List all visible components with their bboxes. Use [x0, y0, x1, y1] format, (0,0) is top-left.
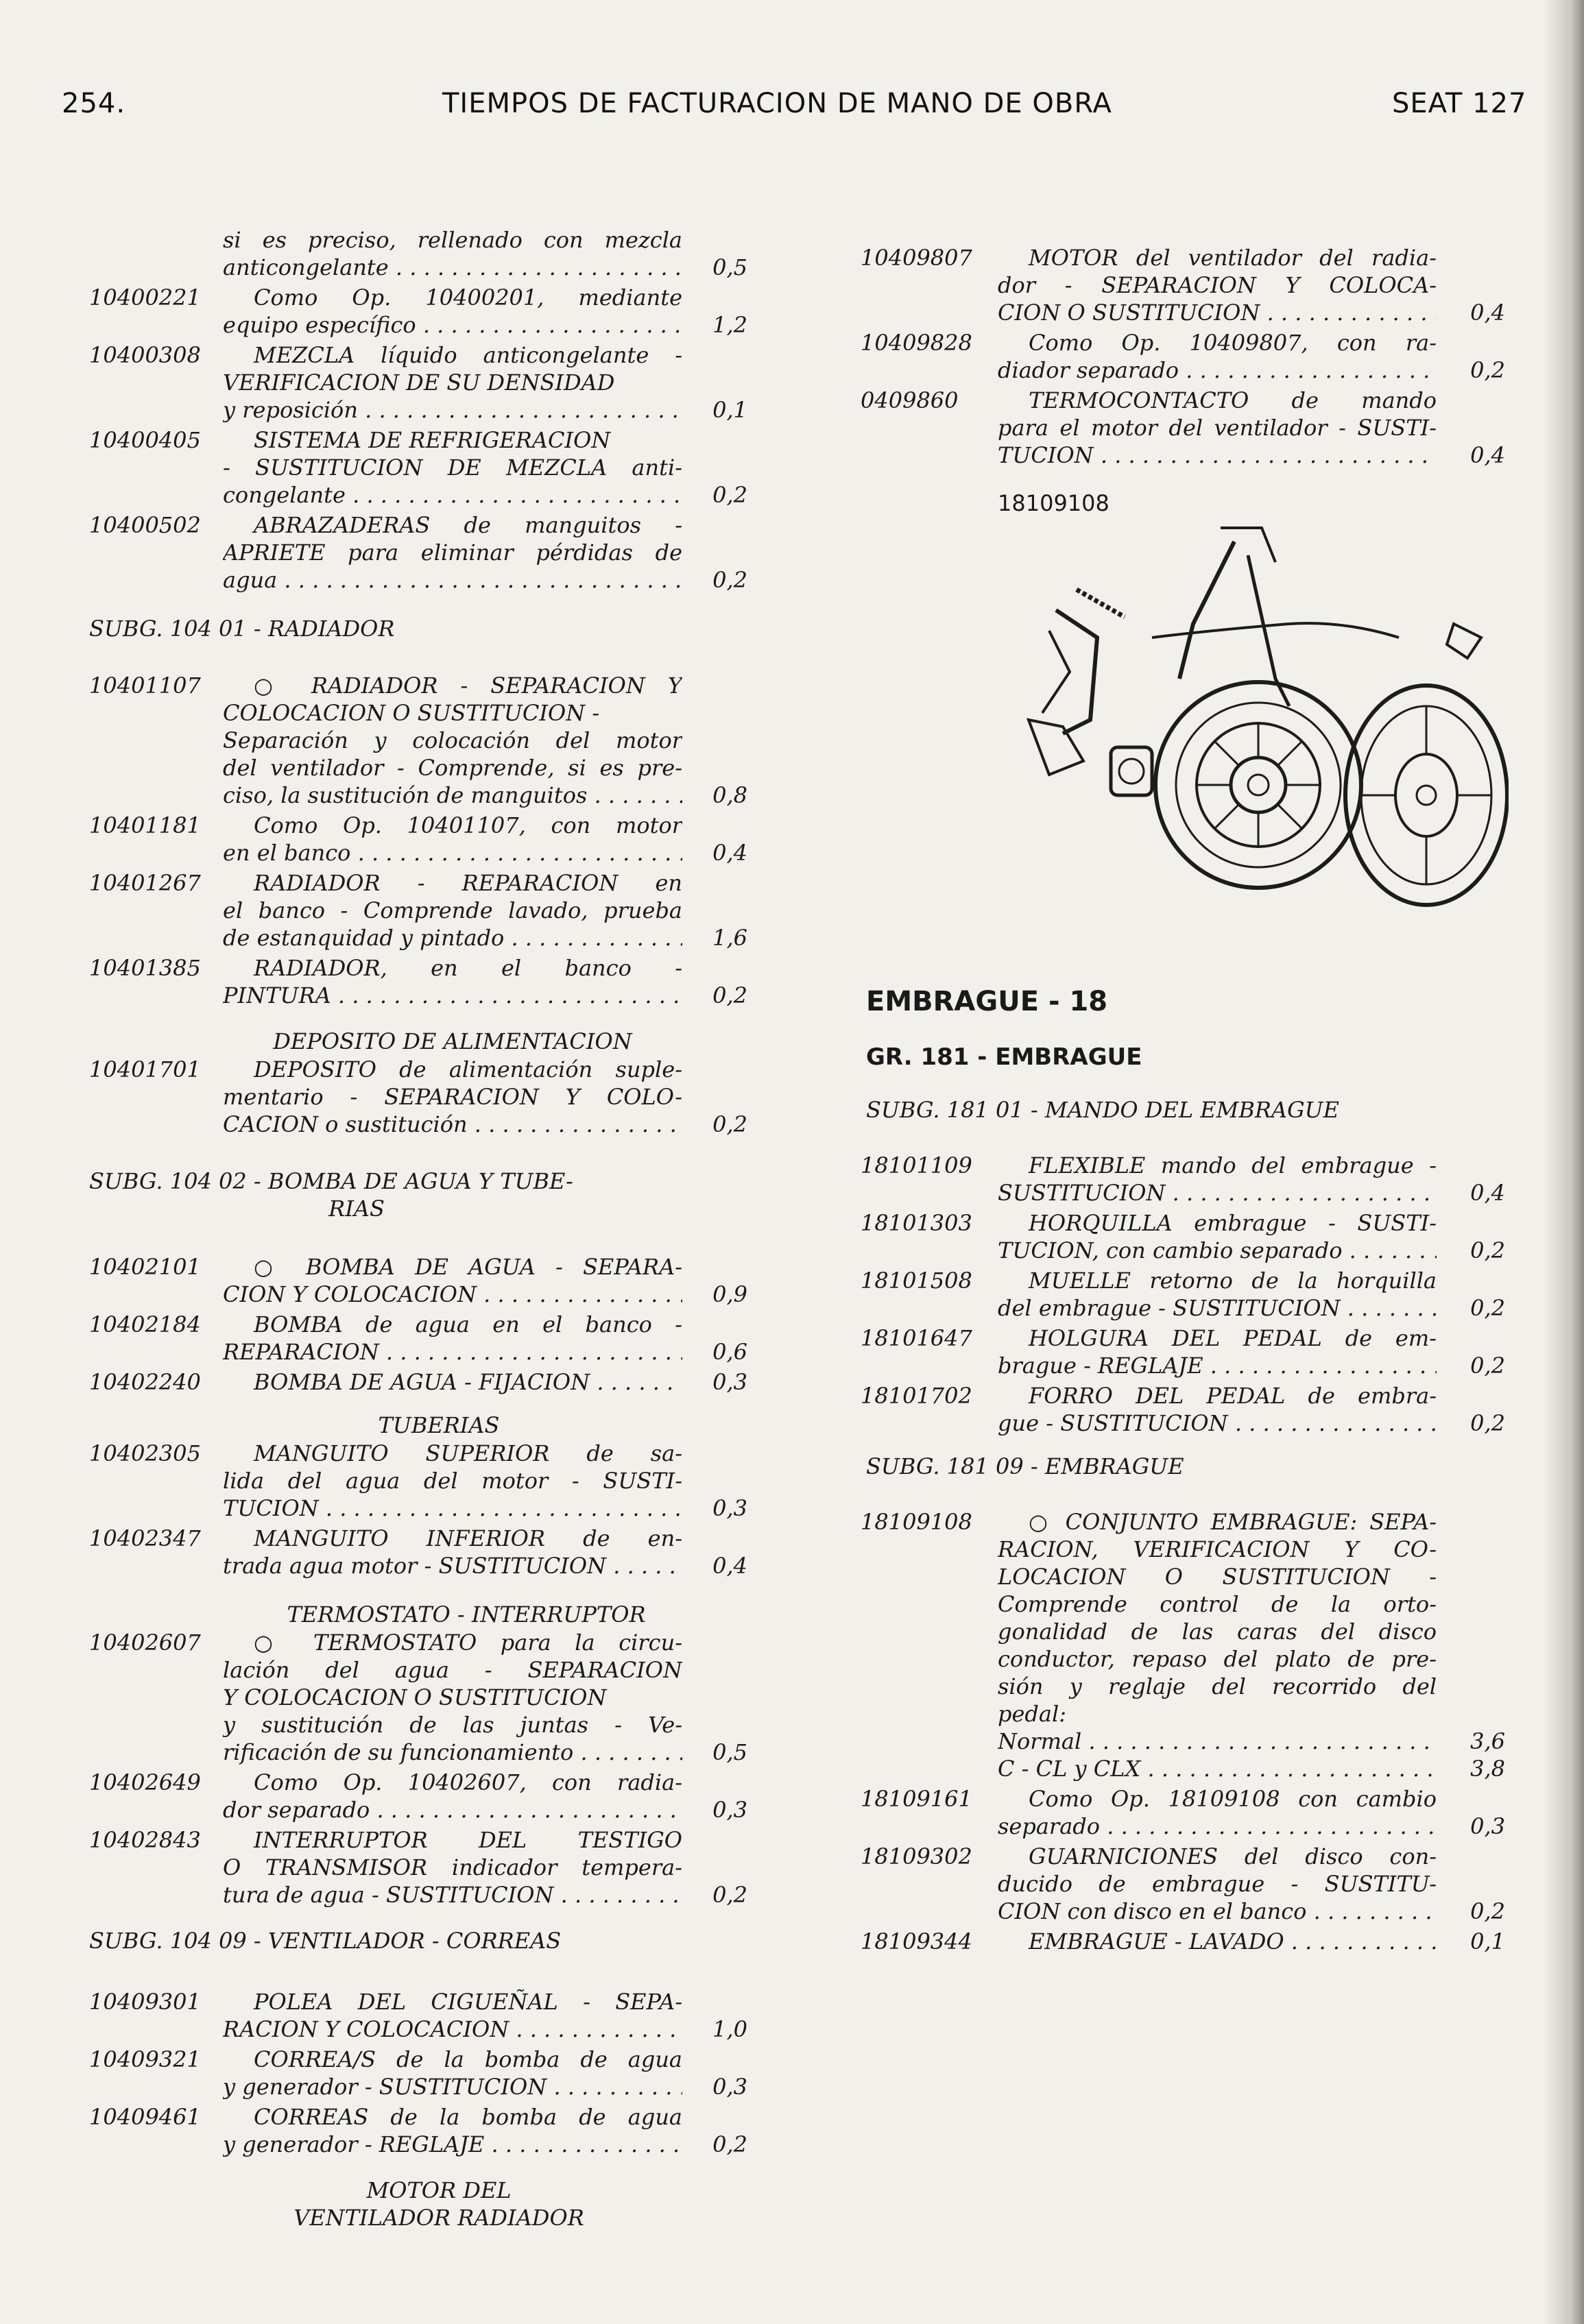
- operation-description: gue - SUSTITUCION . . .: [998, 1409, 1437, 1437]
- operation-description: dor - SEPARACION Y COLOCA-: [998, 272, 1437, 298]
- operation-description: gonalidad de las caras del disco: [998, 1619, 1437, 1645]
- page-edge-shadow: [1543, 0, 1584, 2324]
- entry-line: [89, 1525, 747, 1552]
- labor-time-value: 0,3: [712, 2074, 747, 2100]
- entry-line: [89, 1494, 747, 1522]
- entry-line: [89, 897, 747, 924]
- operation-description: RADIADOR, en el banco -: [254, 955, 682, 981]
- entry-line: [89, 369, 747, 396]
- operation-description: VERIFICACION DE SU DENSIDAD: [223, 370, 615, 396]
- entry-line: [861, 1179, 1505, 1207]
- labor-time-value: 0,3: [712, 1797, 747, 1823]
- labor-time-value: 0,2: [1470, 1295, 1505, 1321]
- labor-time-value: 0,1: [1470, 1928, 1505, 1954]
- operation-description: conductor, repaso del plato de pre-: [998, 1646, 1437, 1672]
- entry-line: [89, 2016, 747, 2043]
- entry-line: [861, 1813, 1505, 1840]
- entry-line: [861, 1267, 1505, 1294]
- labor-time-value: 0,1: [712, 397, 747, 423]
- operation-code: 18109302: [861, 1843, 972, 1869]
- labor-time-value: 1,0: [712, 2016, 747, 2042]
- operation-description: BOMBA de agua en el banco -: [254, 1311, 682, 1337]
- entry-line: [89, 311, 747, 339]
- section-heading: MOTOR DEL: [366, 2177, 512, 2203]
- operation-description: SUSTITUCION . . .: [998, 1179, 1437, 1207]
- operation-description: Como Op. 10409807, con ra-: [1029, 330, 1437, 356]
- operation-description: INTERRUPTOR DEL TESTIGO: [254, 1827, 682, 1853]
- entry-line: [861, 356, 1505, 384]
- operation-description: tura de agua - SUSTITUCION . . .: [223, 1881, 682, 1909]
- operation-description: - SUSTITUCION DE MEZCLA anti-: [223, 455, 682, 481]
- operation-description: HORQUILLA embrague - SUSTI-: [1029, 1210, 1437, 1236]
- section-heading: DEPOSITO DE ALIMENTACION: [273, 1028, 632, 1054]
- labor-time-value: 0,3: [712, 1495, 747, 1521]
- operation-description: y generador - SUSTITUCION . . .: [223, 2073, 682, 2101]
- operation-description: el banco - Comprende lavado, prueba: [223, 897, 682, 923]
- entry-line: [861, 441, 1505, 469]
- operation-description: separado . . .: [998, 1813, 1437, 1840]
- operation-description: mentario - SEPARACION Y COLO-: [223, 1084, 682, 1110]
- operation-description: y reposición . . .: [223, 396, 682, 424]
- labor-time-value: 0,5: [712, 254, 747, 280]
- entry-line: [89, 869, 747, 897]
- operation-code: 10401385: [89, 955, 201, 981]
- operation-code: 10400502: [89, 512, 201, 538]
- operation-description: ○ BOMBA DE AGUA - SEPARA-: [254, 1254, 682, 1280]
- entry-line: [861, 1352, 1505, 1379]
- entry-line: [861, 1645, 1505, 1673]
- labor-time-value: 0,2: [1470, 1410, 1505, 1436]
- operation-description: CION Y COLOCACION . . .: [223, 1281, 682, 1308]
- labor-time-value: 0,2: [712, 1111, 747, 1137]
- operation-code: 18101109: [861, 1152, 972, 1178]
- entry-line: [861, 1898, 1505, 1925]
- operation-code: 10402347: [89, 1525, 201, 1551]
- entry-line: [89, 396, 747, 424]
- operation-code: 10409461: [89, 2104, 201, 2130]
- entry-line: [861, 299, 1505, 326]
- labor-time-value: 1,2: [712, 312, 747, 338]
- operation-code: 10409807: [861, 245, 972, 271]
- entry-line: [861, 1152, 1505, 1179]
- operation-code: 10401107: [89, 673, 201, 699]
- labor-time-value: 0,4: [712, 840, 747, 866]
- entry-line: [89, 426, 747, 454]
- figure-label: 18109108: [998, 490, 1109, 516]
- entry-line: [89, 1368, 747, 1396]
- operation-description: TUCION, con cambio separado . . .: [998, 1237, 1437, 1264]
- section-title: EMBRAGUE - 18: [866, 986, 1108, 1017]
- operation-description: C - CL y CLX . . .: [998, 1755, 1437, 1782]
- labor-time-value: 3,8: [1470, 1756, 1505, 1782]
- operation-description: lida del agua del motor - SUSTI-: [223, 1468, 682, 1494]
- operation-description: MANGUITO SUPERIOR de sa-: [254, 1440, 682, 1466]
- entry-line: [89, 1338, 747, 1366]
- entry-line: [89, 1253, 747, 1281]
- operation-description: MANGUITO INFERIOR de en-: [254, 1525, 682, 1551]
- labor-time-value: 0,3: [1470, 1813, 1505, 1839]
- entry-line: [89, 1711, 747, 1739]
- operation-description: CORREAS de la bomba de agua: [254, 2104, 682, 2130]
- subgroup-heading: SUBG. 181 01 - MANDO DEL EMBRAGUE: [866, 1097, 1339, 1123]
- operation-description: ○ CONJUNTO EMBRAGUE: SEPA-: [1029, 1509, 1437, 1535]
- entry-line: [861, 1785, 1505, 1813]
- operation-description: rificación de su funcionamiento . . .: [223, 1739, 682, 1766]
- operation-code: 10402843: [89, 1827, 201, 1853]
- entry-line: [89, 1988, 747, 2016]
- operation-description: dor separado . . .: [223, 1796, 682, 1824]
- labor-time-value: 3,6: [1470, 1728, 1505, 1754]
- operation-code: 18109344: [861, 1928, 972, 1954]
- operation-code: 10402649: [89, 1769, 201, 1795]
- labor-time-value: 0,5: [712, 1739, 747, 1765]
- operation-description: TUCION . . .: [998, 441, 1437, 469]
- entry-line: [861, 1673, 1505, 1700]
- entry-line: [89, 1083, 747, 1111]
- operation-description: DEPOSITO de alimentación suple-: [254, 1056, 682, 1082]
- operation-description: y sustitución de las juntas - Ve-: [223, 1712, 682, 1738]
- entry-line: [89, 454, 747, 481]
- operation-description: Comprende control de la orto-: [998, 1591, 1437, 1617]
- operation-description: diador separado . . .: [998, 356, 1437, 384]
- entry-line: [89, 2046, 747, 2073]
- operation-description: trada agua motor - SUSTITUCION . . . . .: [223, 1552, 682, 1579]
- labor-time-value: 0,2: [1470, 1898, 1505, 1924]
- entry-line: [89, 511, 747, 539]
- operation-description: POLEA DEL CIGUEÑAL - SEPA-: [254, 1989, 682, 2015]
- operation-description: Y COLOCACION O SUSTITUCION: [223, 1684, 607, 1710]
- operation-description: CION O SUSTITUCION . . .: [998, 299, 1437, 326]
- operation-description: RADIADOR - REPARACION en: [254, 870, 682, 896]
- operation-description: FORRO DEL PEDAL de embra-: [1029, 1383, 1437, 1409]
- operation-code: 10402184: [89, 1311, 201, 1337]
- page-number: 254.: [62, 88, 126, 119]
- entry-line: [861, 1755, 1505, 1782]
- operation-description: O TRANSMISOR indicador tempera-: [223, 1854, 682, 1880]
- entry-line: [89, 1854, 747, 1881]
- operation-description: COLOCACION O SUSTITUCION -: [223, 700, 600, 726]
- operation-description: de estanquidad y pintado . . .: [223, 924, 682, 952]
- labor-time-value: 0,2: [712, 1882, 747, 1908]
- left-column: [89, 0, 747, 2324]
- entry-line: [89, 982, 747, 1009]
- operation-description: ducido de embrague - SUSTITU-: [998, 1871, 1437, 1897]
- operation-code: 18101508: [861, 1268, 972, 1294]
- labor-time-value: 0,4: [712, 1553, 747, 1579]
- operation-description: GUARNICIONES del disco con-: [1029, 1843, 1437, 1869]
- operation-code: 10401701: [89, 1056, 201, 1082]
- operation-description: BOMBA DE AGUA - FIJACION . . . .: [223, 1368, 682, 1396]
- operation-code: 10400405: [89, 427, 201, 453]
- entry-line: [861, 1237, 1505, 1264]
- entry-line: [861, 1382, 1505, 1409]
- operation-description: agua . . .: [223, 566, 682, 594]
- operation-code: 18101647: [861, 1325, 972, 1351]
- entry-line: [861, 1728, 1505, 1755]
- entry-line: [89, 2131, 747, 2158]
- labor-time-value: 0,2: [712, 2131, 747, 2157]
- operation-description: CION con disco en el banco . . .: [998, 1898, 1437, 1925]
- operation-description: Separación y colocación del motor: [223, 727, 682, 753]
- labor-time-value: 0,8: [712, 782, 747, 808]
- entry-line: [861, 271, 1505, 299]
- entry-line: [89, 481, 747, 509]
- operation-description: anticongelante . . .: [223, 254, 682, 281]
- entry-line: [861, 1409, 1505, 1437]
- entry-line: [861, 1294, 1505, 1322]
- operation-code: 10402240: [89, 1369, 201, 1395]
- entry-line: [89, 812, 747, 839]
- operation-description: equipo específico . . .: [223, 311, 682, 339]
- operation-description: LOCACION O SUSTITUCION -: [998, 1564, 1437, 1590]
- section-heading: TUBERIAS: [378, 1412, 500, 1438]
- operation-code: 10409321: [89, 2046, 201, 2072]
- operation-description: RACION, VERIFICACION Y CO-: [998, 1536, 1437, 1562]
- entry-line: [861, 387, 1505, 414]
- entry-line: [861, 1536, 1505, 1563]
- operation-description: Como Op. 10400201, mediante: [254, 285, 682, 311]
- labor-time-value: 0,2: [712, 982, 747, 1008]
- operation-description: Como Op. 18109108 con cambio: [1029, 1786, 1437, 1812]
- operation-description: TERMOCONTACTO de mando: [1029, 387, 1437, 413]
- subgroup-heading: SUBG. 104 01 - RADIADOR: [89, 616, 395, 642]
- entry-line: [89, 566, 747, 594]
- operation-code: 0409860: [861, 387, 959, 413]
- labor-time-value: 0,2: [1470, 1237, 1505, 1263]
- operation-description: PINTURA . . .: [223, 982, 682, 1009]
- operation-description: MEZCLA líquido anticongelante -: [254, 342, 682, 368]
- entry-line: [89, 954, 747, 982]
- operation-description: ABRAZADERAS de manguitos -: [254, 512, 682, 538]
- subgroup-heading: SUBG. 104 09 - VENTILADOR - CORREAS: [89, 1928, 562, 1954]
- subgroup-heading: SUBG. 181 09 - EMBRAGUE: [866, 1453, 1184, 1479]
- entry-line: [89, 1111, 747, 1138]
- labor-time-value: 0,9: [712, 1281, 747, 1307]
- section-heading-cont: VENTILADOR RADIADOR: [293, 2205, 584, 2231]
- entry-line: [89, 672, 747, 699]
- operation-code: 10400308: [89, 342, 201, 368]
- labor-time-value: 0,2: [712, 567, 747, 593]
- entry-line: [89, 1826, 747, 1854]
- entry-line: [89, 1881, 747, 1909]
- entry-line: [89, 1467, 747, 1494]
- operation-description: EMBRAGUE - LAVADO . . .: [998, 1928, 1437, 1955]
- entry-line: [89, 1056, 747, 1083]
- entry-line: [89, 1281, 747, 1308]
- labor-time-value: 0,4: [1470, 1180, 1505, 1206]
- entry-line: [861, 1700, 1505, 1728]
- entry-line: [861, 1324, 1505, 1352]
- entry-line: [89, 839, 747, 867]
- group-title: GR. 181 - EMBRAGUE: [866, 1043, 1142, 1071]
- operation-description: ○ TERMOSTATO para la circu-: [254, 1630, 682, 1656]
- operation-code: 10401267: [89, 870, 201, 896]
- operation-description: APRIETE para eliminar pérdidas de: [223, 540, 682, 566]
- operation-code: 10409301: [89, 1989, 201, 2015]
- entry-line: [89, 1656, 747, 1684]
- labor-time-value: 0,3: [712, 1369, 747, 1395]
- entry-line: [89, 341, 747, 369]
- entry-line: [861, 329, 1505, 356]
- entry-line: [89, 1796, 747, 1824]
- operation-description: Como Op. 10401107, con motor: [254, 812, 682, 838]
- vehicle-model: SEAT 127: [1392, 88, 1527, 119]
- operation-code: 10402607: [89, 1630, 201, 1656]
- operation-code: 18101303: [861, 1210, 972, 1236]
- entry-line: [89, 1440, 747, 1467]
- operation-description: sión y reglaje del recorrido del: [998, 1673, 1437, 1699]
- operation-description: si es preciso, rellenado con mezcla: [223, 227, 682, 253]
- operation-description: MUELLE retorno de la horquilla: [1029, 1268, 1437, 1294]
- entry-line: [861, 1590, 1505, 1618]
- labor-time-value: 0,2: [1470, 357, 1505, 383]
- entry-line: [89, 1552, 747, 1579]
- section-heading: TERMOSTATO - INTERRUPTOR: [287, 1601, 646, 1627]
- operation-description: ciso, la sustitución de manguitos . . .: [223, 782, 682, 809]
- operation-code: 10409828: [861, 330, 972, 356]
- operation-description: en el banco . . .: [223, 839, 682, 867]
- entry-line: [861, 244, 1505, 271]
- labor-time-value: 1,6: [712, 925, 747, 951]
- operation-code: 10400221: [89, 285, 201, 311]
- entry-line: [861, 1563, 1505, 1590]
- operation-description: Como Op. 10402607, con radia-: [254, 1769, 682, 1795]
- entry-line: [861, 1618, 1505, 1645]
- operation-description: MOTOR del ventilador del radia-: [1029, 245, 1437, 271]
- entry-line: [89, 754, 747, 782]
- operation-code: 18101702: [861, 1383, 972, 1409]
- operation-description: para el motor del ventilador - SUSTI-: [998, 415, 1437, 441]
- entry-line: [89, 1739, 747, 1766]
- operation-description: brague - REGLAJE . . .: [998, 1352, 1437, 1379]
- operation-description: HOLGURA DEL PEDAL de em-: [1029, 1325, 1437, 1351]
- operation-code: 18109161: [861, 1786, 972, 1812]
- entry-line: [89, 2073, 747, 2101]
- operation-description: lación del agua - SEPARACION: [223, 1657, 682, 1683]
- operation-description: pedal:: [998, 1701, 1066, 1727]
- operation-code: 10402101: [89, 1254, 201, 1280]
- operation-description: RACION Y COLOCACION . . .: [223, 2016, 682, 2043]
- entry-line: [89, 1684, 747, 1711]
- right-column: [861, 0, 1505, 2324]
- labor-time-value: 0,2: [712, 482, 747, 508]
- entry-line: [89, 924, 747, 952]
- entry-line: [89, 2103, 747, 2131]
- operation-description: CORREA/S de la bomba de agua: [254, 2046, 682, 2072]
- operation-description: CACION o sustitución . . .: [223, 1111, 682, 1138]
- operation-description: del embrague - SUSTITUCION . . .: [998, 1294, 1437, 1322]
- entry-line: [861, 1508, 1505, 1536]
- entry-line: [861, 414, 1505, 441]
- entry-line: [89, 1769, 747, 1796]
- entry-line: [89, 1311, 747, 1338]
- entry-line: [89, 782, 747, 809]
- operation-description: TUCION . . .: [223, 1494, 682, 1522]
- page-title: TIEMPOS DE FACTURACION DE MANO DE OBRA: [442, 88, 1112, 119]
- operation-description: ○ RADIADOR - SEPARACION Y: [254, 673, 682, 699]
- entry-line: [89, 539, 747, 566]
- entry-line: [89, 1629, 747, 1656]
- entry-line: [89, 727, 747, 754]
- operation-description: SISTEMA DE REFRIGERACION: [254, 427, 611, 453]
- entry-line: [861, 1843, 1505, 1870]
- operation-description: REPARACION . . .: [223, 1338, 682, 1366]
- operation-description: del ventilador - Comprende, si es pre-: [223, 755, 682, 781]
- labor-time-value: 0,4: [1470, 442, 1505, 468]
- labor-time-value: 0,4: [1470, 300, 1505, 326]
- subgroup-heading: SUBG. 104 02 - BOMBA DE AGUA Y TUBE-: [89, 1168, 573, 1194]
- operation-description: y generador - REGLAJE . . .: [223, 2131, 682, 2158]
- labor-time-value: 0,2: [1470, 1353, 1505, 1379]
- entry-line: [861, 1928, 1505, 1955]
- operation-code: 10402305: [89, 1440, 201, 1466]
- operation-code: 18109108: [861, 1509, 972, 1535]
- entry-line: [89, 226, 747, 254]
- clutch-assembly-illustration: [987, 500, 1509, 994]
- operation-description: congelante . . .: [223, 481, 682, 509]
- subgroup-heading-cont: RIAS: [328, 1196, 385, 1222]
- operation-description: FLEXIBLE mando del embrague -: [1029, 1152, 1437, 1178]
- entry-line: [861, 1209, 1505, 1237]
- labor-time-value: 0,6: [712, 1339, 747, 1365]
- operation-description: Normal . . .: [998, 1728, 1437, 1755]
- entry-line: [89, 254, 747, 281]
- entry-line: [861, 1870, 1505, 1898]
- entry-line: [89, 699, 747, 727]
- operation-code: 10401181: [89, 812, 201, 838]
- entry-line: [89, 284, 747, 311]
